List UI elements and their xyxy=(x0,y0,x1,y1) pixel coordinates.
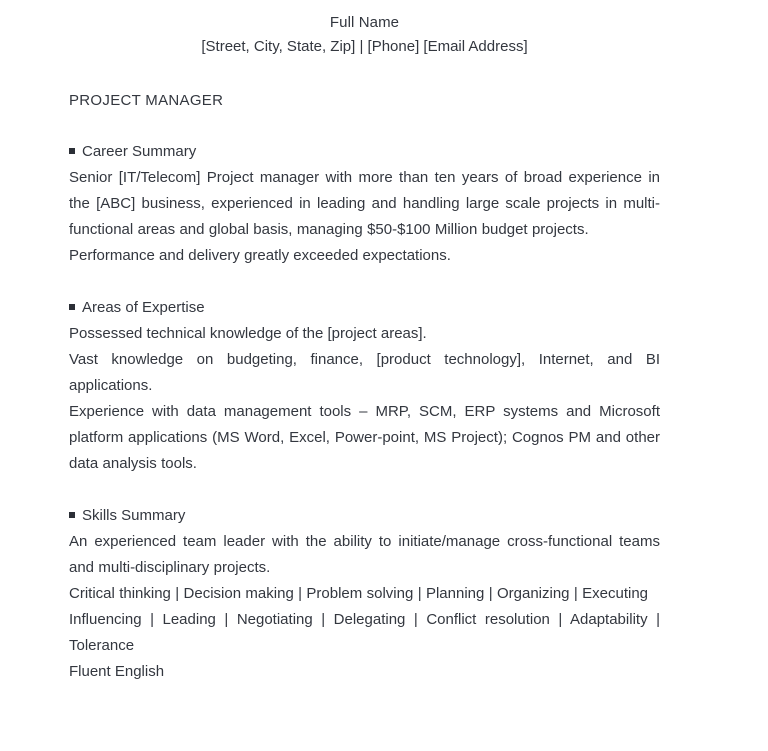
paragraph: An experienced team leader with the ability to initiate/manage cross-functional teams and multi-disciplinary projects. xyxy=(69,533,660,576)
job-title: PROJECT MANAGER xyxy=(69,92,224,109)
square-bullet-icon xyxy=(69,148,75,154)
paragraph: Influencing | Leading | Negotiating | Delegating | Conflict resolution | Adaptability | Tolerance xyxy=(69,611,660,654)
paragraph: Performance and delivery greatly exceeded expectations. xyxy=(69,247,451,264)
section-skills-summary xyxy=(69,503,660,685)
full-name: Full Name xyxy=(329,14,400,31)
section-heading-areas-of-expertise xyxy=(69,295,660,321)
section-heading-career-summary xyxy=(69,139,660,165)
square-bullet-icon xyxy=(69,304,75,310)
square-bullet-icon xyxy=(69,512,75,518)
paragraph: Possessed technical knowledge of the [project areas]. xyxy=(69,325,427,342)
section-heading-label: Skills Summary xyxy=(82,507,186,524)
section-heading-label: Career Summary xyxy=(82,143,197,160)
paragraph: Experience with data management tools – MRP, SCM, ERP systems and Microsoft platform applications (MS Word, Excel, Power-point, MS Project); Cognos PM and other data analysis tools. xyxy=(69,403,660,472)
paragraph: Vast knowledge on budgeting, finance, [product technology], Internet, and BI applications. xyxy=(69,351,660,394)
paragraph: Senior [IT/Telecom] Project manager with more than ten years of broad experience in the [ABC] business, experienced in leading and handling large scale projects in multi-functional areas and global basis, managing $50-$100 Million budget projects. xyxy=(69,169,660,238)
resume-header xyxy=(69,0,660,60)
section-career-summary xyxy=(69,139,660,269)
section-heading-label: Areas of Expertise xyxy=(82,299,205,316)
paragraph: Fluent English xyxy=(69,663,165,680)
section-areas-of-expertise xyxy=(69,295,660,477)
contact-line: [Street, City, State, Zip] | [Phone] [Email Address] xyxy=(201,38,528,55)
section-heading-skills-summary xyxy=(69,503,660,529)
paragraph: Critical thinking | Decision making | Problem solving | Planning | Organizing | Executing xyxy=(69,585,649,602)
document-body xyxy=(69,0,660,685)
